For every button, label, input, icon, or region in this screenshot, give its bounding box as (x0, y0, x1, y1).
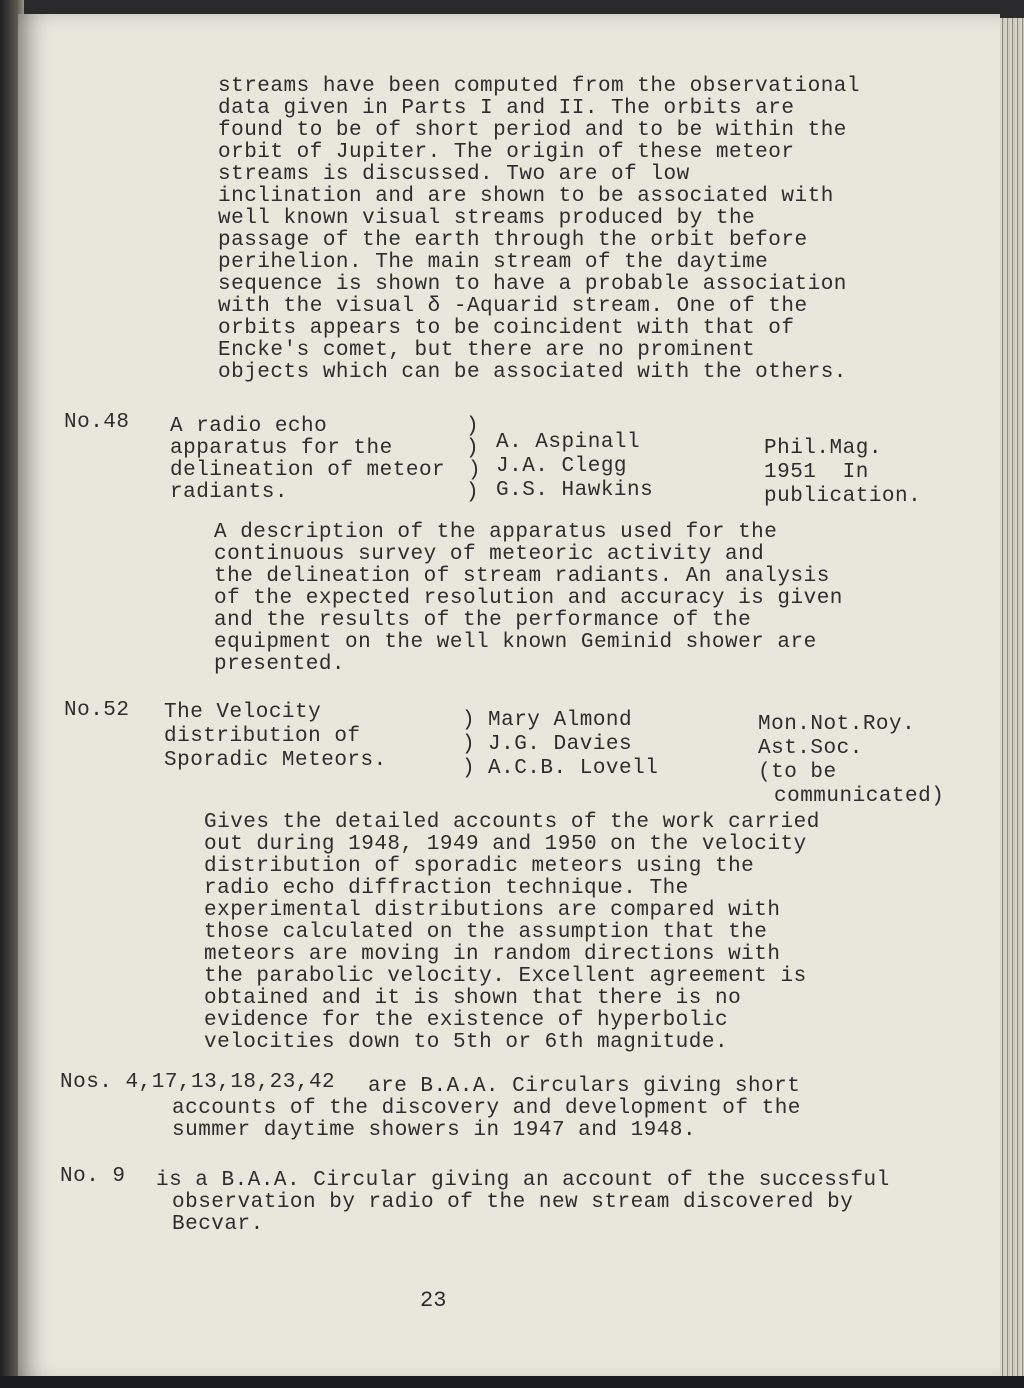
bracket: ) (462, 757, 476, 780)
publication: publication. (764, 485, 922, 508)
bracket: ) (462, 709, 476, 732)
entry-number: Nos. 4,17,13,18,23,42 (60, 1071, 336, 1094)
description-line: and the results of the performance of the (214, 609, 752, 632)
author: Mary Almond (488, 709, 633, 732)
intro-line: streams have been computed from the observational (218, 75, 861, 98)
intro-line: data given in Parts I and II. The orbits are (218, 97, 795, 120)
intro-line: inclination and are shown to be associated with (218, 185, 834, 208)
description-line: obtained and it is shown that there is no (204, 987, 742, 1010)
intro-line: passage of the earth through the orbit before (218, 229, 808, 252)
entry-text-line: Becvar. (172, 1213, 264, 1236)
entry-text-line: are B.A.A. Circulars giving short (368, 1075, 801, 1098)
publication: 1951 In (764, 461, 869, 484)
description-line: velocities down to 5th or 6th magnitude. (204, 1031, 729, 1054)
description-line: experimental distributions are compared with (204, 899, 781, 922)
description-line: the delineation of stream radiants. An analysis (214, 565, 830, 588)
description-line: of the expected resolution and accuracy is given (214, 587, 843, 610)
entry-text-line: is a B.A.A. Circular giving an account of the successful (156, 1169, 890, 1192)
author: G.S. Hawkins (496, 479, 654, 502)
entry-title-line: A radio echo (170, 415, 328, 438)
author: A.C.B. Lovell (488, 757, 659, 780)
description-line: those calculated on the assumption that the (204, 921, 768, 944)
book-bottom-edge (0, 1376, 1024, 1388)
entry-title-line: Sporadic Meteors. (164, 749, 387, 772)
publication: Mon.Not.Roy. (758, 713, 916, 736)
description-line: meteors are moving in random directions with (204, 943, 781, 966)
bracket: ) (466, 415, 480, 438)
intro-line: well known visual streams produced by the (218, 207, 756, 230)
bracket: ) (468, 459, 482, 482)
description-line: A description of the apparatus used for the (214, 521, 778, 544)
bracket: ) (466, 437, 480, 460)
description-line: continuous survey of meteoric activity and (214, 543, 765, 566)
entry-title-line: radiants. (170, 481, 288, 504)
publication: Phil.Mag. (764, 437, 882, 460)
entry-number: No. 9 (60, 1165, 126, 1188)
description-line: evidence for the existence of hyperbolic (204, 1009, 729, 1032)
publication: Ast.Soc. (758, 737, 863, 760)
entry-text-line: summer daytime showers in 1947 and 1948. (172, 1119, 697, 1142)
intro-line: sequence is shown to have a probable association (218, 273, 847, 296)
description-line: distribution of sporadic meteors using the (204, 855, 755, 878)
description-line: the parabolic velocity. Excellent agreement is (204, 965, 807, 988)
entry-title-line: apparatus for the (170, 437, 393, 460)
author: A. Aspinall (496, 431, 641, 454)
publication: communicated) (774, 785, 945, 808)
entry-number: No.48 (64, 411, 130, 434)
publication: (to be (758, 761, 837, 784)
intro-line: perihelion. The main stream of the daytime (218, 251, 769, 274)
description-line: out during 1948, 1949 and 1950 on the velocity (204, 833, 807, 856)
bracket: ) (466, 481, 480, 504)
author: J.G. Davies (488, 733, 633, 756)
description-line: radio echo diffraction technique. The (204, 877, 689, 900)
intro-line: objects which can be associated with the others. (218, 361, 847, 384)
description-line: Gives the detailed accounts of the work carried (204, 811, 820, 834)
description-line: presented. (214, 653, 346, 676)
intro-line: orbits appears to be coincident with that of (218, 317, 795, 340)
page-number: 23 (420, 1288, 447, 1313)
intro-line: orbit of Jupiter. The origin of these meteor (218, 141, 795, 164)
page-edges-right (1000, 18, 1024, 1380)
intro-line: with the visual δ -Aquarid stream. One of the (218, 295, 808, 318)
bracket: ) (462, 733, 476, 756)
intro-line: found to be of short period and to be within the (218, 119, 847, 142)
entry-title-line: The Velocity (164, 701, 322, 724)
author: J.A. Clegg (496, 455, 628, 478)
intro-line: streams is discussed. Two are of low (218, 163, 690, 186)
description-line: equipment on the well known Geminid shower are (214, 631, 817, 654)
entry-text-line: accounts of the discovery and development of the (172, 1097, 801, 1120)
entry-title-line: delineation of meteor (170, 459, 446, 482)
entry-number: No.52 (64, 699, 130, 722)
entry-title-line: distribution of (164, 725, 361, 748)
intro-line: Encke's comet, but there are no prominent (218, 339, 756, 362)
entry-text-line: observation by radio of the new stream discovered by (172, 1191, 854, 1214)
